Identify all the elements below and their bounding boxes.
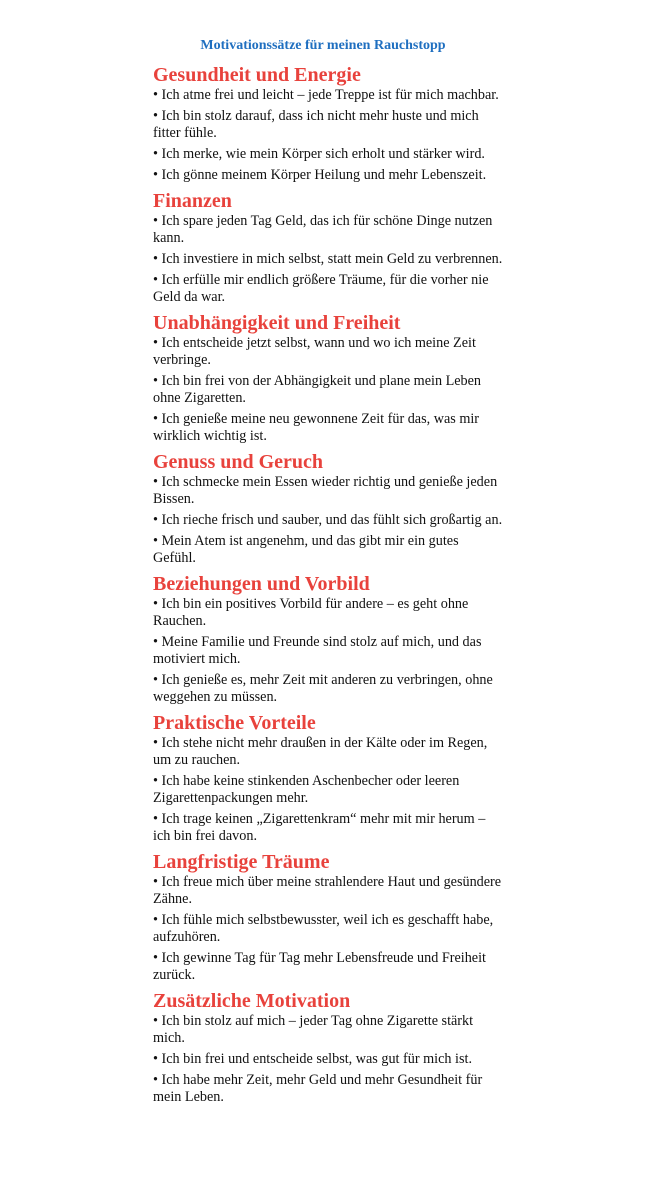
list-item: • Ich freue mich über meine strahlendere Haut und gesündere Zähne.: [153, 874, 502, 907]
section-heading: Gesundheit und Energie: [153, 64, 361, 86]
section-praktische-vorteile: [153, 712, 513, 845]
section-unabhaengigkeit: [153, 312, 513, 445]
section-beziehungen: [153, 573, 513, 706]
list-item: • Ich bin stolz darauf, dass ich nicht mehr huste und mich fitter fühle.: [153, 108, 479, 141]
sections-container: [153, 64, 513, 1106]
list-item: • Ich bin frei von der Abhängigkeit und plane mein Leben ohne Zigaretten.: [153, 373, 482, 406]
section-gesundheit: [153, 64, 513, 184]
list-item: • Ich habe mehr Zeit, mehr Geld und mehr Gesundheit für mein Leben.: [153, 1072, 483, 1105]
section-heading: Langfristige Träume: [153, 851, 330, 873]
list-item: • Meine Familie und Freunde sind stolz auf mich, und das motiviert mich.: [153, 634, 482, 667]
list-item: • Ich gewinne Tag für Tag mehr Lebensfreude und Freiheit zurück.: [153, 950, 486, 983]
list-item: • Ich fühle mich selbstbewusster, weil ich es geschafft habe, aufzuhören.: [153, 912, 494, 945]
list-item: • Ich genieße es, mehr Zeit mit anderen zu verbringen, ohne weggehen zu müssen.: [153, 672, 493, 705]
list-item: • Ich stehe nicht mehr draußen in der Kälte oder im Regen, um zu rauchen.: [153, 735, 488, 768]
list-item: • Ich bin stolz auf mich – jeder Tag ohne Zigarette stärkt mich.: [153, 1013, 474, 1046]
section-heading: Unabhängigkeit und Freiheit: [153, 312, 401, 334]
list-item: • Ich gönne meinem Körper Heilung und mehr Lebenszeit.: [153, 167, 487, 183]
list-item: • Ich trage keinen „Zigarettenkram“ mehr mit mir herum – ich bin frei davon.: [153, 811, 486, 844]
section-heading: Genuss und Geruch: [153, 451, 324, 473]
list-item: • Mein Atem ist angenehm, und das gibt mir ein gutes Gefühl.: [153, 533, 459, 566]
list-item: • Ich schmecke mein Essen wieder richtig und genieße jeden Bissen.: [153, 474, 498, 507]
section-finanzen: [153, 190, 513, 306]
section-heading: Beziehungen und Vorbild: [153, 573, 370, 595]
section-heading: Finanzen: [153, 190, 232, 212]
section-genuss: [153, 451, 513, 567]
list-item: • Ich entscheide jetzt selbst, wann und wo ich meine Zeit verbringe.: [153, 335, 476, 368]
list-item: • Ich bin frei und entscheide selbst, was gut für mich ist.: [153, 1051, 472, 1067]
list-item: • Ich erfülle mir endlich größere Träume, für die vorher nie Geld da war.: [153, 272, 489, 305]
list-item: • Ich atme frei und leicht – jede Treppe ist für mich machbar.: [153, 87, 499, 103]
section-langfristige-traeume: [153, 851, 513, 984]
list-item: • Ich genieße meine neu gewonnene Zeit für das, was mir wirklich wichtig ist.: [153, 411, 480, 444]
section-heading: Praktische Vorteile: [153, 712, 316, 734]
list-item: • Ich rieche frisch und sauber, und das fühlt sich großartig an.: [153, 512, 503, 528]
section-zusaetzliche-motivation: [153, 990, 513, 1106]
list-item: • Ich spare jeden Tag Geld, das ich für schöne Dinge nutzen kann.: [153, 213, 493, 246]
list-item: • Ich merke, wie mein Körper sich erholt und stärker wird.: [153, 146, 485, 162]
list-item: • Ich bin ein positives Vorbild für andere – es geht ohne Rauchen.: [153, 596, 469, 629]
document-title: Motivationssätze für meinen Rauchstopp: [200, 38, 446, 53]
section-heading: Zusätzliche Motivation: [153, 990, 351, 1012]
list-item: • Ich investiere in mich selbst, statt mein Geld zu verbrennen.: [153, 251, 503, 267]
list-item: • Ich habe keine stinkenden Aschenbecher oder leeren Zigarettenpackungen mehr.: [153, 773, 460, 806]
